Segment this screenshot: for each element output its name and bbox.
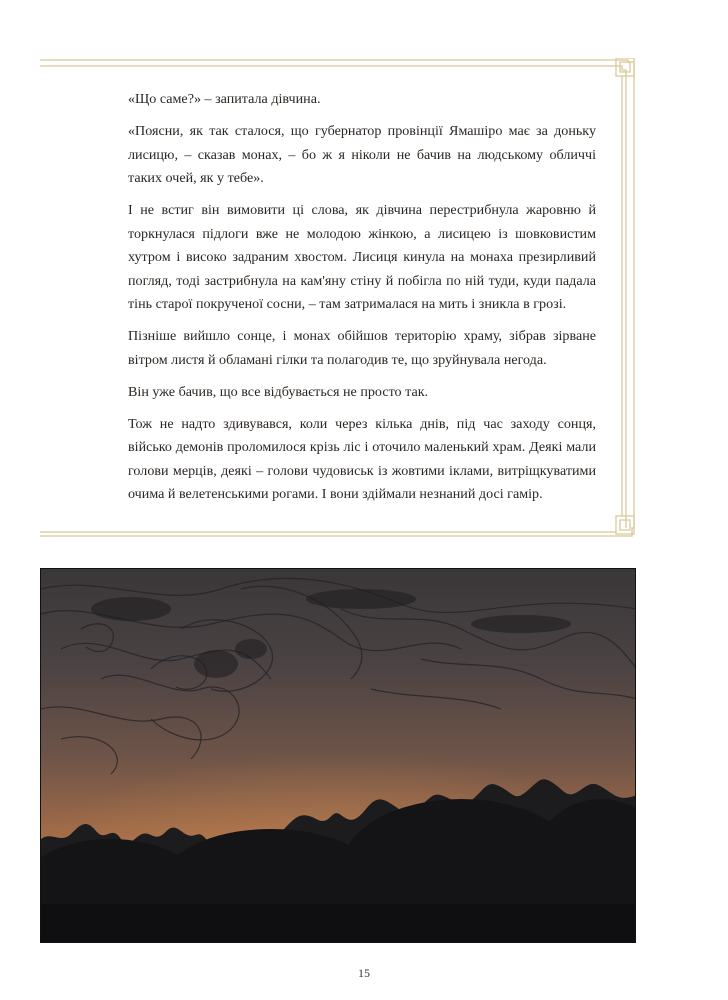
paragraph-1: «Що саме?» – запитала дівчина. [128,91,321,107]
paragraph-4: Пізніше вийшло сонце, і монах обійшов територію храму, зібрав зірване вітром листя й обламані гілки та полагодив те, що зруйнувала негода. [128,328,596,368]
paragraph-2: «Поясни, як так сталося, що губернатор провінції Ямашіро має за доньку лисицю, – сказав монах, – бо ж я ніколи не бачив на людському обличчі таких очей, як у тебе». [128,123,596,186]
page-number: 15 [358,966,370,980]
paragraph-3: І не встиг він вимовити ці слова, як дівчина перестрибнула жаровню й торкнулася підлоги вже не молодою жінкою, а лисицею із шовковистим хутром і високо задраним хвостом. Лисиця кинула на монаха презирливий погляд, тоді застрибнула на кам'яну стіну й побігла по ній туди, куди падала тінь старої покрученої сосни, – там затрималася на мить і зникла в грозі. [128,202,596,312]
paragraph-6: Тож не надто здивувався, коли через кілька днів, під час заходу сонця, військо демонів проломилося крізь ліс і оточило маленький храм. Деякі мали голови мерців, деякі – голови чудовиськ із жовтими іклами, витріщкуватими очима й велетенськими рогами. І вони здіймали незнаний досі гамір. [128,415,596,502]
paragraph-5: Він уже бачив, що все відбувається не просто так. [128,383,429,400]
story-text [128,88,596,515]
storm-sunset-illustration [40,568,636,943]
